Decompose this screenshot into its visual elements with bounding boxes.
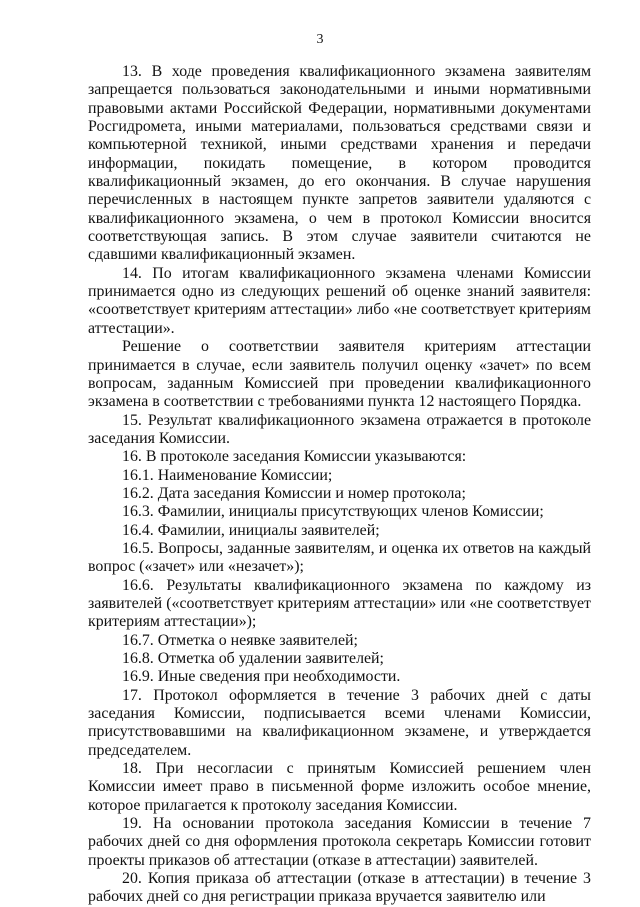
paragraph-16-8: 16.8. Отметка об удалении заявителей; xyxy=(122,650,384,667)
paragraph-16-3: 16.3. Фамилии, инициалы присутствующих членов Комиссии; xyxy=(122,503,544,521)
paragraph-19: 19. На основании протокола заседания Комиссии в течение 7 рабочих дней со дня оформления протокола секретарь Комиссии готовит проекты приказов об аттестации (отказе в аттестации) заявителей. xyxy=(88,815,591,869)
paragraph-15: 15. Результат квалификационного экзамена отражается в протоколе заседания Комиссии. xyxy=(88,411,591,447)
paragraph-17: 17. Протокол оформляется в течение 3 рабочих дней с даты заседания Комиссии, подписывается всеми членами Комиссии, присутствовавшими на квалификационном экзамене, и утверждается председателем. xyxy=(88,686,591,759)
paragraph-16-9: 16.9. Иные сведения при необходимости. xyxy=(122,668,401,686)
paragraph-18: 18. При несогласии с принятым Комиссией решением член Комиссии имеет право в письменной форме изложить особое мнение, которое прилагается к протоколу заседания Комиссии. xyxy=(88,760,591,814)
paragraph-16-1: 16.1. Наименование Комиссии; xyxy=(122,466,333,484)
paragraph-16-5: 16.5. Вопросы, заданные заявителям, и оценка их ответов на каждый вопрос («зачет» или «незачет»); xyxy=(88,539,591,576)
paragraph-16-7: 16.7. Отметка о неявке заявителей; xyxy=(122,631,358,649)
paragraph-16-4: 16.4. Фамилии, инициалы заявителей; xyxy=(122,521,380,539)
paragraph-16-2: 16.2. Дата заседания Комиссии и номер протокола; xyxy=(122,484,466,502)
paragraph-14-decision: Решение о соответствии заявителя критериям аттестации принимается в случае, если заявитель получил оценку «зачет» по всем вопросам, заданным Комиссией при проведении квалификационного экзамена в соответствии с требованиями пункта 12 настоящего Порядка. xyxy=(88,338,591,411)
document-body xyxy=(88,63,591,907)
paragraph-16-6: 16.6. Результаты квалификационного экзамена по каждому из заявителей («соответствует критериям аттестации» или «не соответствует критериям аттестации»); xyxy=(88,576,591,631)
paragraph-20: 20. Копия приказа об аттестации (отказе в аттестации) в течение 3 рабочих дней со дня регистрации приказа вручается заявителю или xyxy=(88,870,591,906)
page-number: 3 xyxy=(316,32,324,47)
paragraph-16: 16. В протоколе заседания Комиссии указываются: xyxy=(122,448,467,466)
paragraph-14: 14. По итогам квалификационного экзамена членами Комиссии принимается одно из следующих решений об оценке знаний заявителя: «соответствует критериям аттестации» либо «не соответствует критериям аттестации». xyxy=(88,264,591,337)
paragraph-13: 13. В ходе проведения квалификационного экзамена заявителям запрещается пользоваться законодательными и иными нормативными правовыми актами Российской Федерации, нормативными документами Росгидромета, иными материалами, пользоваться средствами связи и компьютерной техникой, иными средствами хранения и передачи информации, покидать помещение, в котором проводится квалификационный экзамен, до его окончания. В случае нарушения перечисленных в настоящем пункте запретов заявители удаляются с квалификационного экзамена, о чем в протокол Комиссии вносится соответствующая запись. В этом случае заявители считаются не сдавшими квалификационный экзамен. xyxy=(88,63,591,264)
